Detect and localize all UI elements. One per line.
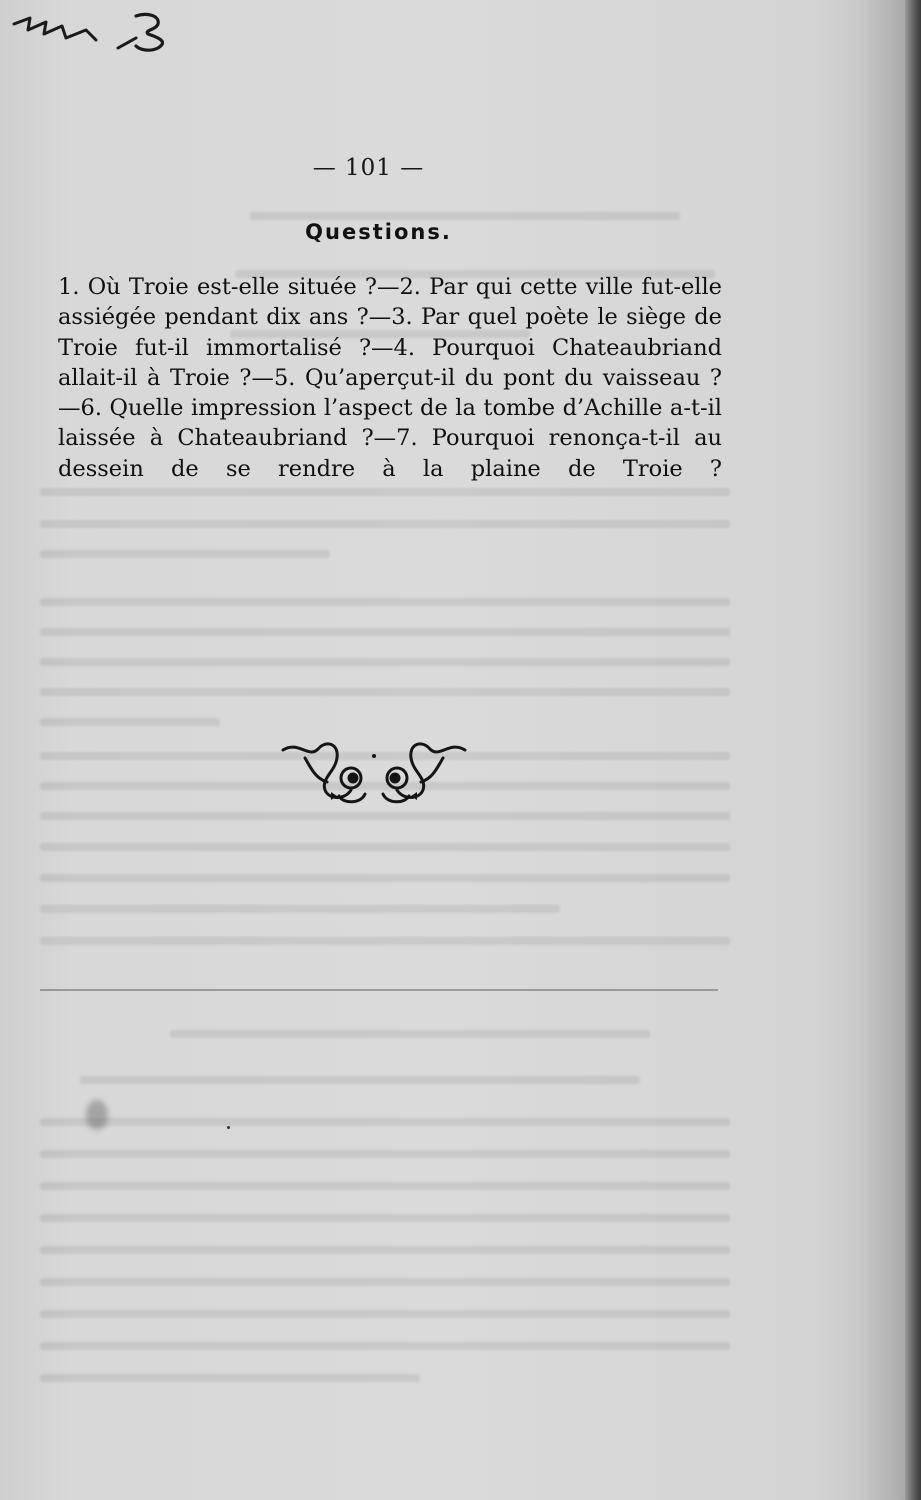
- section-heading: Questions.: [305, 220, 452, 244]
- page-number: — 101 —: [312, 155, 425, 181]
- questions-paragraph: 1. Où Troie est-elle située ?—2. Par qui cette ville fut-elle assiégée pendant dix ans ?—3. Par quel poète le siège de Troie fut-il immortalisé ?—4. Pourquoi Chateaubriand allait-il à Troie ?—5. Qu’aperçut-il du pont du vaisseau ?—6. Quelle impression l’aspect de la tombe d’Achille a-t-il laissée à Chateaubriand ?—7. Pourquoi renonça-t-il au dessein de se rendre à la plaine de Troie ?: [58, 274, 722, 482]
- page-curvature-shadow: [860, 0, 905, 1500]
- book-edge: [905, 0, 921, 1500]
- twin-serpent-ornament-icon: [279, 738, 469, 808]
- ink-speck: [227, 1126, 230, 1129]
- handwritten-marginal-scribble: [8, 8, 183, 58]
